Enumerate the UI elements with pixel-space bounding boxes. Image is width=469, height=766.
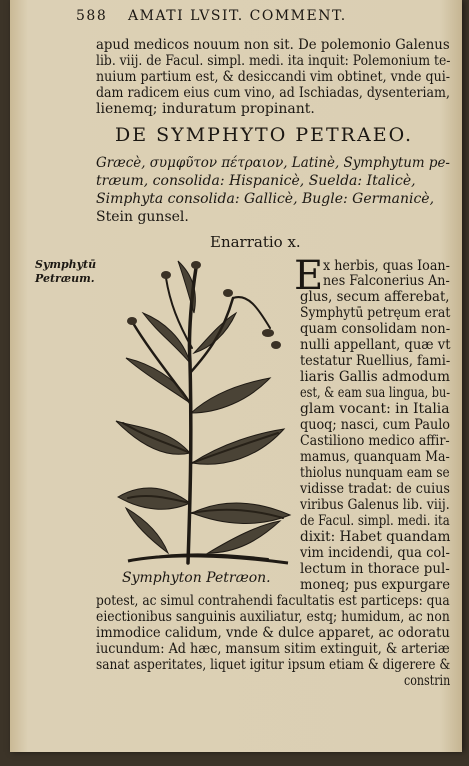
margin-note-line: Petræum.: [35, 272, 95, 285]
text-line: thiolus nunquam eam se: [300, 465, 450, 481]
text-line: moneq; pus expurgare: [300, 577, 450, 593]
section-title: DE SYMPHYTO PETRAEO.: [115, 124, 414, 146]
catchword: constrin: [404, 673, 451, 689]
text-line: Græcè, συμφυ̃τον πέτραιον, Latinè, Symphytum pe-: [96, 155, 450, 171]
symphytum-woodcut-illustration: [108, 253, 298, 571]
text-line: liaris Gallis admodum: [300, 369, 451, 385]
illustration-caption: Symphyton Petræon.: [122, 570, 271, 586]
text-line: sanat asperitates, liquet igitur ipsum etiam & digerere &: [96, 657, 451, 673]
text-line: vidisse tradat: de cuius: [300, 481, 450, 497]
text-line: vim incidendi, qua col-: [300, 545, 450, 561]
text-line: viribus Galenus lib. viij.: [300, 497, 450, 513]
text-line: testatur Ruellius, fami-: [300, 353, 451, 369]
text-line: immodice calidum, vnde & dulce apparet, ac odoratu: [96, 625, 450, 641]
text-line: lectum in thorace pul-: [300, 561, 450, 577]
text-line: est, & eam sua lingua, bu-: [300, 385, 451, 401]
margin-note-line: Symphytū: [35, 258, 97, 271]
text-line: Castiliono medico affir-: [300, 433, 450, 449]
drop-cap: E: [294, 253, 324, 299]
text-line: mamus, quanquam Ma-: [300, 449, 450, 465]
text-line: træum, consolida: Hispanicè, Suelda: Italicè,: [96, 173, 416, 189]
book-page: [10, 0, 462, 752]
text-line: apud medicos nouum non sit. De polemonio Galenus: [96, 37, 450, 53]
text-line: x herbis, quas Ioan-: [323, 258, 450, 274]
text-line: nuium partium est, & desiccandi vim obtinet, vnde qui-: [96, 69, 451, 85]
text-line: Symphytū petręum erat: [300, 305, 451, 321]
text-line: dam radicem eius cum vino, ad Ischiadas, dysenteriam,: [96, 85, 450, 101]
text-line: Simphyta consolida: Gallicè, Bugle: Germanicè,: [96, 191, 435, 207]
text-line: dixit: Habet quandam: [300, 529, 451, 545]
enarratio-heading: Enarratio x.: [210, 233, 301, 251]
text-line: de Facul. simpl. medi. ita: [300, 513, 450, 529]
text-line: lib. viij. de Facul. simpl. medi. ita inquit: Polemonium te-: [96, 53, 451, 69]
text-line: quoq; nasci, cum Paulo: [300, 417, 451, 433]
text-line: Stein gunsel.: [96, 209, 189, 225]
text-line: nulli appellant, quæ vt: [300, 337, 451, 353]
text-line: lienemq; induratum propinant.: [96, 101, 315, 117]
text-line: eiectionibus sanguinis auxiliatur, estq; humidum, ac non: [96, 609, 450, 625]
page-number: 588: [76, 8, 108, 24]
text-line: iucundum: Ad hæc, mansum sitim extinguit, & arteriæ: [96, 641, 450, 657]
text-line: glus, secum afferebat,: [300, 289, 450, 305]
running-title: AMATI LVSIT. COMMENT.: [128, 8, 347, 24]
text-line: potest, ac simul contrahendi facultatis est particeps: qua: [96, 593, 450, 609]
text-line: nes Falconerius An-: [323, 273, 450, 289]
text-line: quam consolidam non-: [300, 321, 451, 337]
text-line: glam vocant: in Italia: [300, 401, 450, 417]
